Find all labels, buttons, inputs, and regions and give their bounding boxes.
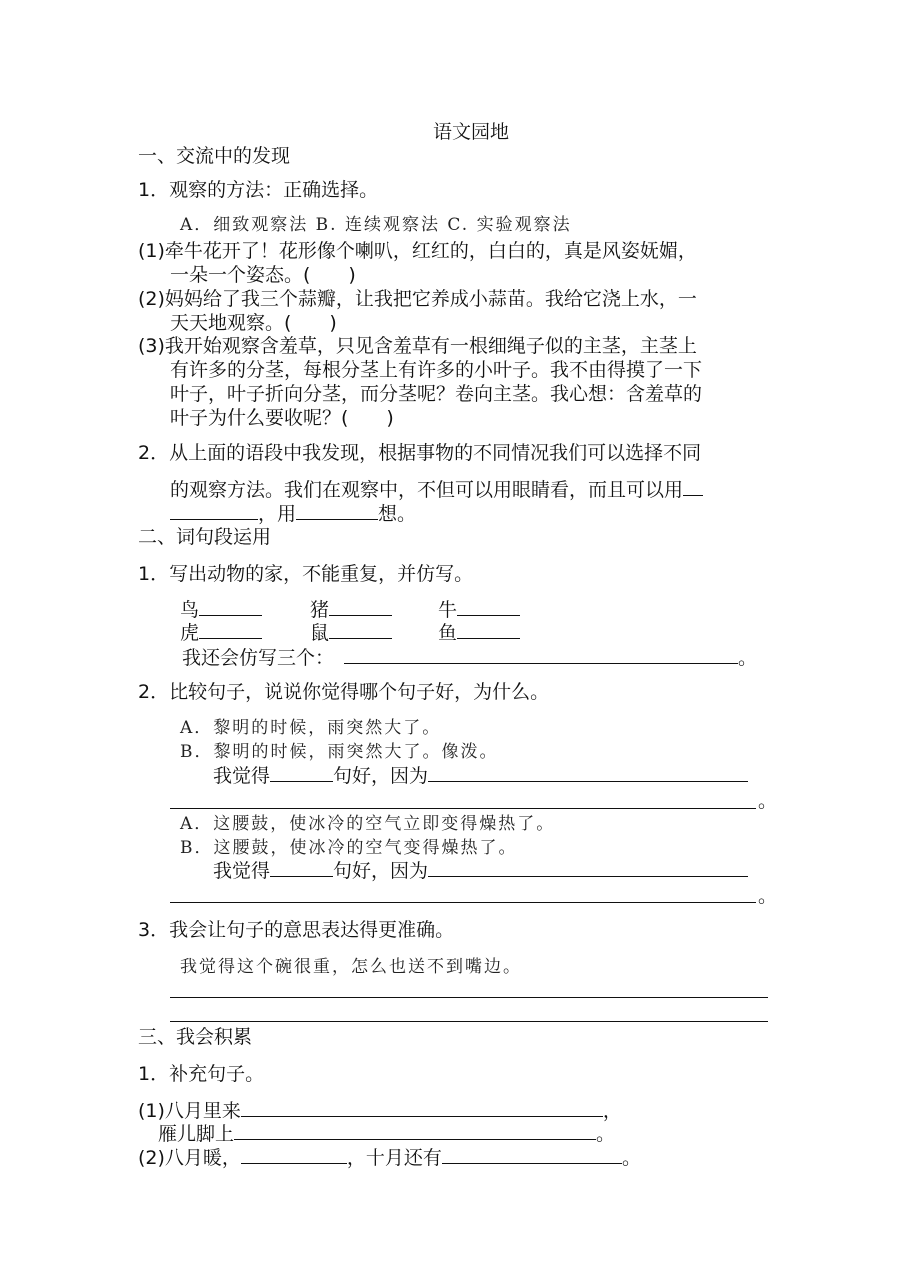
answer-blank[interactable]	[457, 620, 520, 639]
animal-label: 虎	[180, 622, 200, 644]
sentence-a1: A．黎明的时候，雨突然大了。	[180, 718, 442, 738]
period: 。	[738, 647, 758, 669]
s1-q1-prompt: 1．观察的方法：正确选择。	[138, 179, 379, 201]
animal-home-item	[310, 597, 392, 622]
imitate-line	[182, 645, 757, 670]
s2-q2-prompt: 2．比较句子，说说你觉得哪个句子好，为什么。	[138, 681, 550, 703]
s3-q1-p1-a: (1)八月里来	[138, 1100, 241, 1122]
s1-q1-p3-line3: 叶子，叶子折向分茎，而分茎呢？卷向主茎。我心想：含羞草的	[170, 383, 703, 405]
s3-q1-p1-b: 雁儿脚上	[158, 1123, 235, 1145]
answer-blank[interactable]	[457, 597, 520, 616]
sentence-a2: A．这腰鼓，使冰冷的空气立即变得燥热了。	[180, 814, 556, 834]
animal-label: 猪	[310, 599, 330, 621]
animal-home-item	[438, 597, 520, 622]
animal-home-item	[180, 597, 262, 622]
period: 。	[621, 1147, 641, 1169]
s1-q2-line2-text: 的观察方法。我们在观察中，不但可以用眼睛看，而且可以用	[170, 479, 684, 501]
s1-q1-p1-line2: 一朵一个姿态。( )	[170, 264, 356, 286]
section2-heading: 二、词句段运用	[138, 526, 272, 548]
s1-q2-line1: 2．从上面的语段中我发现，根据事物的不同情况我们可以选择不同	[138, 442, 702, 464]
think-line-2	[213, 858, 748, 883]
answer-blank[interactable]	[270, 763, 333, 782]
s1-q1-options: A．细致观察法 B. 连续观察法 C. 实验观察法	[180, 215, 572, 235]
s1-q2-line3-b: 想。	[378, 503, 417, 525]
s3-q1-p1-line1	[138, 1098, 622, 1123]
answer-blank[interactable]	[270, 858, 333, 877]
s2-q1-prompt: 1．写出动物的家，不能重复，并仿写。	[138, 563, 474, 585]
period: 。	[596, 1123, 616, 1145]
answer-blank[interactable]	[329, 620, 392, 639]
animal-label: 牛	[438, 599, 458, 621]
good-label: 句好，因为	[333, 860, 429, 882]
answer-blank[interactable]	[296, 501, 378, 520]
answer-line[interactable]	[170, 997, 768, 998]
page-title: 语文园地	[433, 121, 510, 143]
s2-q3-prompt: 3．我会让句子的意思表达得更准确。	[138, 919, 455, 941]
answer-blank[interactable]	[170, 501, 258, 520]
answer-blank[interactable]	[344, 645, 738, 664]
answer-blank[interactable]	[199, 620, 262, 639]
s1-q2-line3	[170, 501, 416, 526]
think-label: 我觉得	[213, 765, 271, 787]
s2-q3-sentence: 我觉得这个碗很重，怎么也送不到嘴边。	[180, 957, 522, 977]
animal-label: 鼠	[310, 622, 330, 644]
comma: ，	[602, 1100, 622, 1122]
s3-q1-p1-line2	[158, 1121, 615, 1146]
s3-q1-p2-a: (2)八月暖，	[138, 1147, 241, 1169]
sentence-b2: B．这腰鼓，使冰冷的空气变得燥热了。	[180, 838, 518, 858]
answer-blank[interactable]	[442, 1145, 622, 1164]
s1-q1-p1-line1: (1)牵牛花开了！花形像个喇叭，红红的，白白的，真是风姿妩媚，	[138, 240, 697, 262]
s3-q1-p2-b: ，十月还有	[346, 1147, 442, 1169]
s1-q2-line2	[170, 477, 703, 502]
good-label: 句好，因为	[333, 765, 429, 787]
s1-q1-p3-line1: (3)我开始观察含羞草，只见含羞草有一根细绳子似的主茎，主茎上	[138, 335, 697, 357]
animal-label: 鸟	[180, 599, 200, 621]
answer-blank[interactable]	[428, 858, 748, 877]
s1-q2-line3-a: ，用	[258, 503, 297, 525]
s1-q1-p3-line4: 叶子为什么要收呢？( )	[170, 407, 394, 429]
answer-blank[interactable]	[241, 1098, 603, 1117]
answer-blank[interactable]	[234, 1121, 596, 1140]
answer-blank[interactable]	[428, 763, 748, 782]
answer-blank[interactable]	[241, 1145, 347, 1164]
think-line-1	[213, 763, 748, 788]
s3-q1-prompt: 1．补充句子。	[138, 1063, 265, 1085]
period: 。	[758, 885, 778, 907]
animal-home-item	[180, 620, 262, 645]
answer-line[interactable]	[170, 1021, 768, 1022]
s3-q1-p2-line	[138, 1145, 641, 1170]
section1-heading: 一、交流中的发现	[138, 145, 291, 167]
s1-q1-p2-line2: 天天地观察。( )	[170, 312, 337, 334]
answer-line[interactable]	[170, 902, 756, 903]
period: 。	[758, 790, 778, 812]
section3-heading: 三、我会积累	[138, 1026, 253, 1048]
answer-blank[interactable]	[329, 597, 392, 616]
sentence-b1: B．黎明的时候，雨突然大了。像泼。	[180, 742, 499, 762]
imitate-label: 我还会仿写三个：	[182, 647, 335, 669]
answer-blank[interactable]	[199, 597, 262, 616]
animal-home-item	[438, 620, 520, 645]
answer-blank[interactable]	[683, 477, 703, 496]
s1-q1-p2-line1: (2)妈妈给了我三个蒜瓣，让我把它养成小蒜苗。我给它浇上水，一	[138, 288, 697, 310]
animal-label: 鱼	[438, 622, 458, 644]
think-label: 我觉得	[213, 860, 271, 882]
answer-line[interactable]	[170, 808, 756, 809]
animal-home-item	[310, 620, 392, 645]
s1-q1-p3-line2: 有许多的分茎，每根分茎上有许多的小叶子。我不由得摸了一下	[170, 359, 703, 381]
